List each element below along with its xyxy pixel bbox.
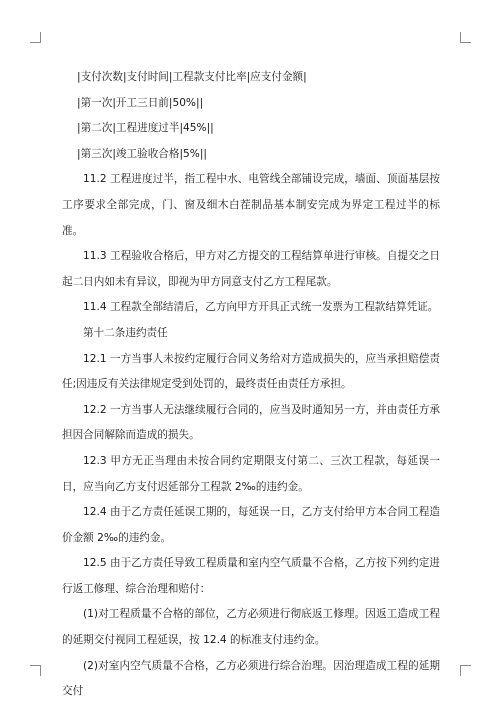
clause-12-1: 12.1 一方当事人未按约定履行合同义务给对方造成损失的，应当承担赔偿责任;因违反有关法律规定受到处罚的，最终责任由责任方承担。: [62, 352, 440, 391]
clause-11-2: 11.2 工程进度过半，指工程中水、电管线全部铺设完成，墙面、顶面基层按工序要求全部完成，门、窗及细木白茬制品基本制安完成为界定工程过半的标准。: [62, 173, 440, 237]
crop-mark-bottom-left: [30, 665, 41, 676]
clause-12-3: 12.3 甲方无正当理由未按合同约定期限支付第二、三次工程款，每延误一日，应当向乙方支付迟延部分工程款 2‰的违约金。: [62, 454, 440, 493]
clause-12-4: 12.4 由于乙方责任延误工期的，每延误一日，乙方支付给甲方本合同工程造价金额 2‰的违约金。: [62, 506, 440, 544]
payment-row-second: |第二次|工程进度过半|45%||: [77, 122, 214, 135]
clause-11-3: 11.3 工程验收合格后，甲方对乙方提交的工程结算单进行审核。自提交之日起二日内如未有异议，即视为甲方同意支付乙方工程尾款。: [62, 250, 440, 288]
clause-11-4: 11.4 工程款全部结清后，乙方向甲方开具正式统一发票为工程款结算凭证。: [83, 301, 439, 314]
article-12-heading: 第十二条违约责任: [83, 326, 168, 339]
clause-12-5: 12.5 由于乙方责任导致工程质量和室内空气质量不合格，乙方按下列约定进行返工修理、综合治理和赔付：: [62, 557, 440, 595]
clause-12-2: 12.2 一方当事人无法继续履行合同的，应当及时通知另一方，并由责任方承担因合同解除而造成的损失。: [62, 403, 440, 442]
payment-row-first: |第一次|开工三日前|50%||: [77, 96, 204, 109]
crop-mark-top-left: [30, 32, 41, 43]
crop-mark-top-right: [460, 32, 471, 43]
clause-12-5-item-1: (1)对工程质量不合格的部位，乙方必须进行彻底返工修理。因返工造成工程的延期交付视同工程延误，按 12.4 的标准支付违约金。: [62, 608, 440, 647]
payment-row-third: |第三次|竣工验收合格|5%||: [77, 147, 207, 160]
crop-mark-bottom-right: [460, 665, 471, 676]
clause-12-5-item-2: (2)对室内空气质量不合格，乙方必须进行综合治理。因治理造成工程的延期交付: [62, 659, 440, 698]
payment-table-header: |支付次数|支付时间|工程款支付比率|应支付金额|: [77, 71, 307, 83]
document-body: [62, 65, 440, 705]
